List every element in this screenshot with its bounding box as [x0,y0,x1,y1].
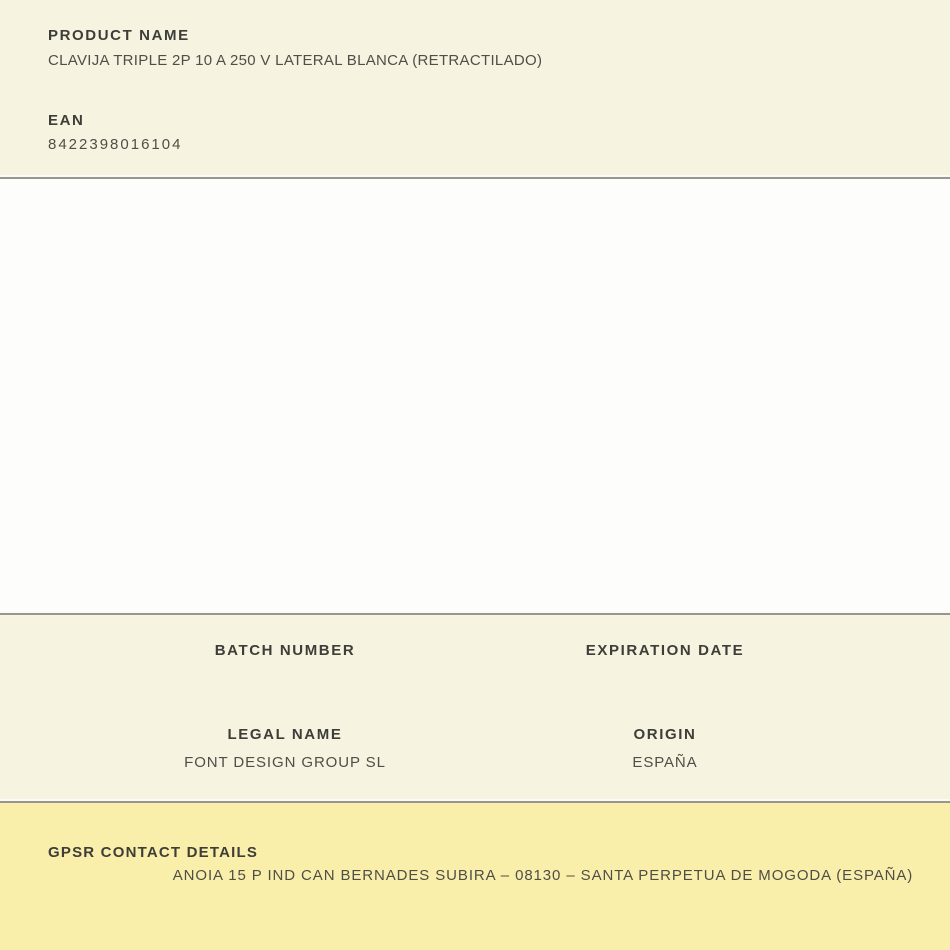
product-name-value: CLAVIJA TRIPLE 2P 10 A 250 V LATERAL BLANCA (RETRACTILADO) [48,52,543,69]
ean-label: EAN [48,112,85,129]
expiration-date-label: EXPIRATION DATE [585,642,745,659]
legal-name-label: LEGAL NAME [227,726,343,743]
batch-number-label: BATCH NUMBER [214,642,356,659]
product-name-label: PRODUCT NAME [48,27,190,44]
legal-origin-label-row [95,727,855,742]
origin-value: ESPAÑA [632,754,698,771]
product-image-area [0,179,950,611]
batch-expiration-row [95,643,855,658]
gpsr-contact-label: GPSR CONTACT DETAILS [48,844,259,861]
origin-label: ORIGIN [633,726,697,743]
gpsr-section [0,803,950,950]
legal-name-value: FONT DESIGN GROUP SL [184,754,386,771]
legal-origin-value-row [95,755,855,770]
details-section [0,615,950,799]
gpsr-address: ANOIA 15 P IND CAN BERNADES SUBIRA – 08130 – SANTA PERPETUA DE MOGODA (ESPAÑA) [172,867,914,884]
ean-value: 8422398016104 [48,136,183,153]
product-header-section [0,0,950,175]
